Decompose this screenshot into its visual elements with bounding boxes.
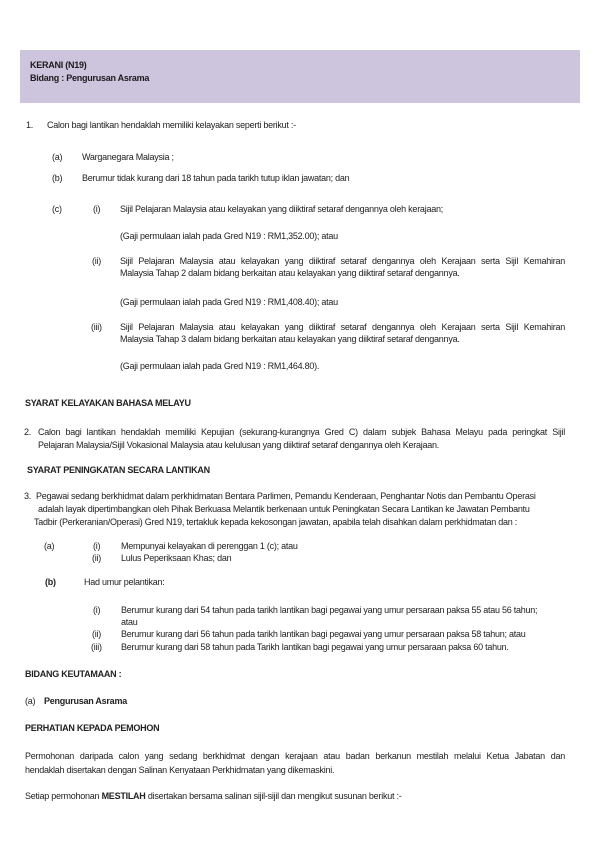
item-text: Had umur pelantikan: — [84, 577, 165, 587]
item-label: (c) — [52, 204, 62, 214]
text-part: disertakan bersama salinan sijil-sijil dan mengikut susunan berikut :- — [145, 791, 402, 801]
item-text: Warganegara Malaysia ; — [82, 152, 174, 162]
item-number: 1. — [26, 120, 34, 130]
salary-text: (Gaji permulaan ialah pada Gred N19 : RM1,408.40); atau — [120, 297, 338, 307]
item-text: Mempunyai kelayakan di perenggan 1 (c); atau — [121, 541, 298, 551]
item-text: Malaysia Tahap 3 dalam bidang berkaitan atau kelayakan yang diiktiraf setaraf dengannya. — [120, 334, 460, 344]
paragraph-text — [25, 791, 401, 802]
sub-label: (i) — [93, 204, 101, 214]
item-text: Berumur tidak kurang dari 18 tahun pada tarikh tutup iklan jawatan; dan — [82, 173, 350, 183]
paragraph-text: hendaklah disertakan dengan Salinan Kenyataan Perkhidmatan yang dikemaskini. — [25, 765, 335, 775]
item-text: Berumur kurang dari 56 tahun pada tarikh lantikan bagi pegawai yang umur persaraan paksa 58 tahun; atau — [121, 629, 526, 639]
emphasis-text: MESTILAH — [101, 791, 146, 801]
paragraph-text: Tadbir (Perkeranian/Operasi) Gred N19, tertakluk kepada kekosongan jawatan, apabila telah disahkan dalam perkhidmatan dan : — [34, 517, 518, 527]
item-text: Berumur kurang dari 58 tahun pada Tarikh lantikan bagi pegawai yang umur persaraan paksa 60 tahun. — [121, 642, 509, 652]
text-part: Setiap permohonan — [25, 791, 102, 801]
item-text: Sijil Pelajaran Malaysia atau kelayakan yang diiktiraf setaraf dengannya oleh Kerajaan serta Sijil Kemahiran — [120, 322, 565, 332]
item-text: Berumur kurang dari 54 tahun pada tarikh lantikan bagi pegawai yang umur persaraan paksa 55 atau 56 tahun; — [121, 605, 538, 615]
sub-label: (ii) — [92, 629, 101, 639]
job-title: KERANI (N19) — [30, 60, 87, 70]
sub-label: (i) — [93, 541, 101, 551]
item-text: Pengurusan Asrama — [44, 696, 127, 706]
sub-label: (iii) — [91, 322, 102, 332]
item-label: (a) — [52, 152, 63, 162]
item-label: (b) — [52, 173, 63, 183]
job-field: Bidang : Pengurusan Asrama — [30, 73, 150, 83]
paragraph-text: Pelajaran Malaysia/Sijil Vokasional Malaysia atau kelulusan yang diiktiraf setaraf dengannya oleh Kerajaan. — [38, 440, 440, 450]
sub-label: (i) — [93, 605, 101, 615]
item-text: atau — [121, 617, 138, 627]
paragraph-text: Calon bagi lantikan hendaklah memiliki Kepujian (sekurang-kurangnya Gred C) dalam subjek Bahasa Melayu pada peringkat Sijil — [38, 427, 565, 437]
salary-text: (Gaji permulaan ialah pada Gred N19 : RM1,464.80). — [120, 361, 320, 371]
paragraph-text: Pegawai sedang berkhidmat dalam perkhidmatan Bentara Parlimen, Pemandu Kenderaan, Penghantar Notis dan Pembantu Operasi — [36, 491, 536, 501]
item-text: Malaysia Tahap 2 dalam bidang berkaitan atau kelayakan yang diiktiraf setaraf dengannya. — [120, 268, 460, 278]
sub-label: (iii) — [91, 642, 102, 652]
section-heading: SYARAT KELAYAKAN BAHASA MELAYU — [25, 398, 191, 408]
section-heading: BIDANG KEUTAMAAN : — [25, 669, 122, 679]
header-box — [20, 50, 580, 103]
item-text: Sijil Pelajaran Malaysia atau kelayakan yang diiktiraf setaraf dengannya oleh kerajaan; — [120, 204, 443, 214]
intro-text: Calon bagi lantikan hendaklah memiliki kelayakan seperti berikut :- — [47, 120, 296, 130]
item-label: (b) — [45, 577, 56, 587]
salary-text: (Gaji permulaan ialah pada Gred N19 : RM1,352.00); atau — [120, 231, 338, 241]
item-text: Lulus Peperiksaan Khas; dan — [121, 553, 232, 563]
section-heading: SYARAT PENINGKATAN SECARA LANTIKAN — [27, 465, 210, 475]
item-label: (a) — [44, 541, 55, 551]
item-number: 2. — [24, 427, 32, 437]
sub-label: (ii) — [92, 553, 101, 563]
section-heading: PERHATIAN KEPADA PEMOHON — [25, 723, 160, 733]
paragraph-text: adalah layak dipertimbangkan oleh Pihak Berkuasa Melantik berkenaan untuk Peningkatan Secara Lantikan ke Jawatan Pembantu — [38, 504, 530, 514]
item-number: 3. — [24, 491, 32, 501]
sub-label: (ii) — [92, 256, 101, 266]
item-text: Sijil Pelajaran Malaysia atau kelayakan yang diiktiraf setaraf dengannya oleh Kerajaan serta Sijil Kemahiran — [120, 256, 565, 266]
item-label: (a) — [25, 696, 36, 706]
paragraph-text: Permohonan daripada calon yang sedang berkhidmat dengan kerajaan atau badan berkanun mestilah melalui Ketua Jabatan dan — [25, 751, 565, 761]
